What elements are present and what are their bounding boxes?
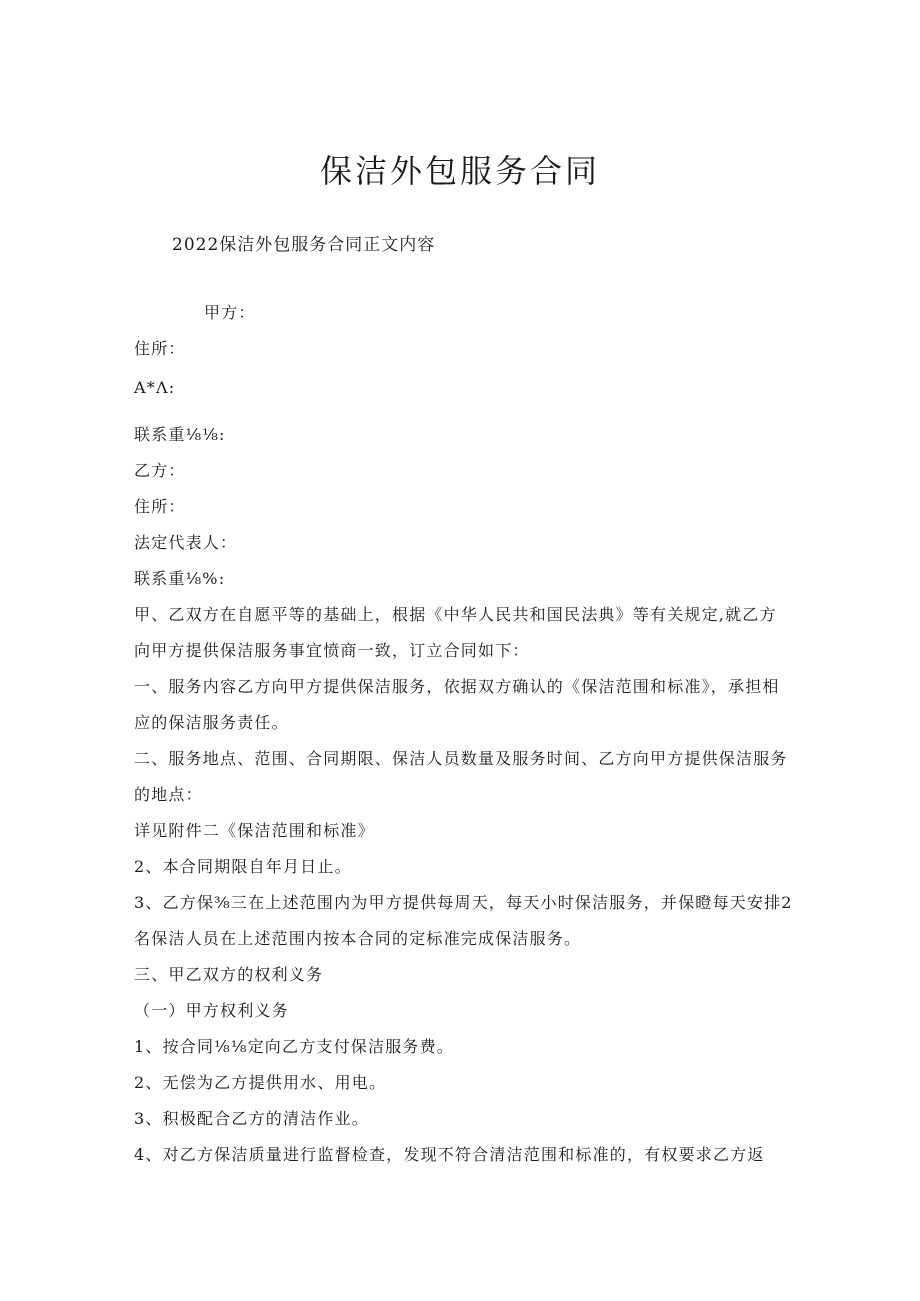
- clause-3-subheading: （一）甲方权利义务: [134, 1001, 289, 1020]
- clause-1-line-1: 一、服务内容乙方向甲方提供保洁服务，依据双方确认的《保洁范围和标准》，承担相: [134, 677, 780, 696]
- party-b-representative: 法定代表人：: [134, 533, 238, 552]
- preamble-line-2: 向甲方提供保洁服务事宜愤商一致，订立合同如下：: [134, 641, 530, 660]
- clause-2-item-3-line-1: 3、乙方保⅜三在上述范围内为甲方提供每周天，每天小时保洁服务，并保瞪每天安排2: [134, 893, 793, 912]
- clause-1-line-2: 应的保洁服务责任。: [134, 713, 289, 732]
- party-a-representative: A*Λ:: [134, 378, 176, 397]
- document-title: 保洁外包服务合同: [319, 152, 600, 190]
- clause-2-attachment: 详见附件二《保洁范围和标准》: [134, 821, 375, 840]
- clause-3-item-4: 4、对乙方保洁质量进行监督检查，发现不符合清洁范围和标准的，有权要求乙方返: [134, 1145, 765, 1164]
- party-b-phone: 联系重⅛%:: [134, 569, 226, 588]
- clause-3-item-2: 2、无偿为乙方提供用水、用电。: [134, 1073, 387, 1092]
- clause-3-item-1: 1、按合同⅛⅛定向乙方支付保洁服务费。: [134, 1037, 454, 1056]
- party-b-label: 乙方：: [134, 461, 186, 480]
- party-a-address: 住所：: [134, 339, 186, 358]
- document-subtitle: 2022保洁外包服务合同正文内容: [172, 235, 436, 255]
- preamble-line-1: 甲、乙双方在自愿平等的基础上，根据《中华人民共和国民法典》等有关规定,就乙方: [134, 605, 777, 624]
- party-b-address: 住所：: [134, 497, 186, 516]
- clause-2-item-3-line-2: 名保洁人员在上述范围内按本合同的定标准完成保洁服务。: [134, 929, 582, 948]
- clause-2-item-2: 2、本合同期限自年月日止。: [134, 857, 352, 876]
- clause-2-line-1: 二、服务地点、范围、合同期限、保洁人员数量及服务时间、乙方向甲方提供保洁服务: [134, 749, 788, 768]
- party-a-label: 甲方：: [204, 303, 256, 322]
- party-a-phone: 联系重⅛⅛:: [134, 425, 226, 444]
- clause-3-item-3: 3、积极配合乙方的清洁作业。: [134, 1109, 369, 1128]
- clause-2-line-2: 的地点：: [134, 785, 203, 804]
- clause-3-heading: 三、甲乙双方的权利义务: [134, 965, 324, 984]
